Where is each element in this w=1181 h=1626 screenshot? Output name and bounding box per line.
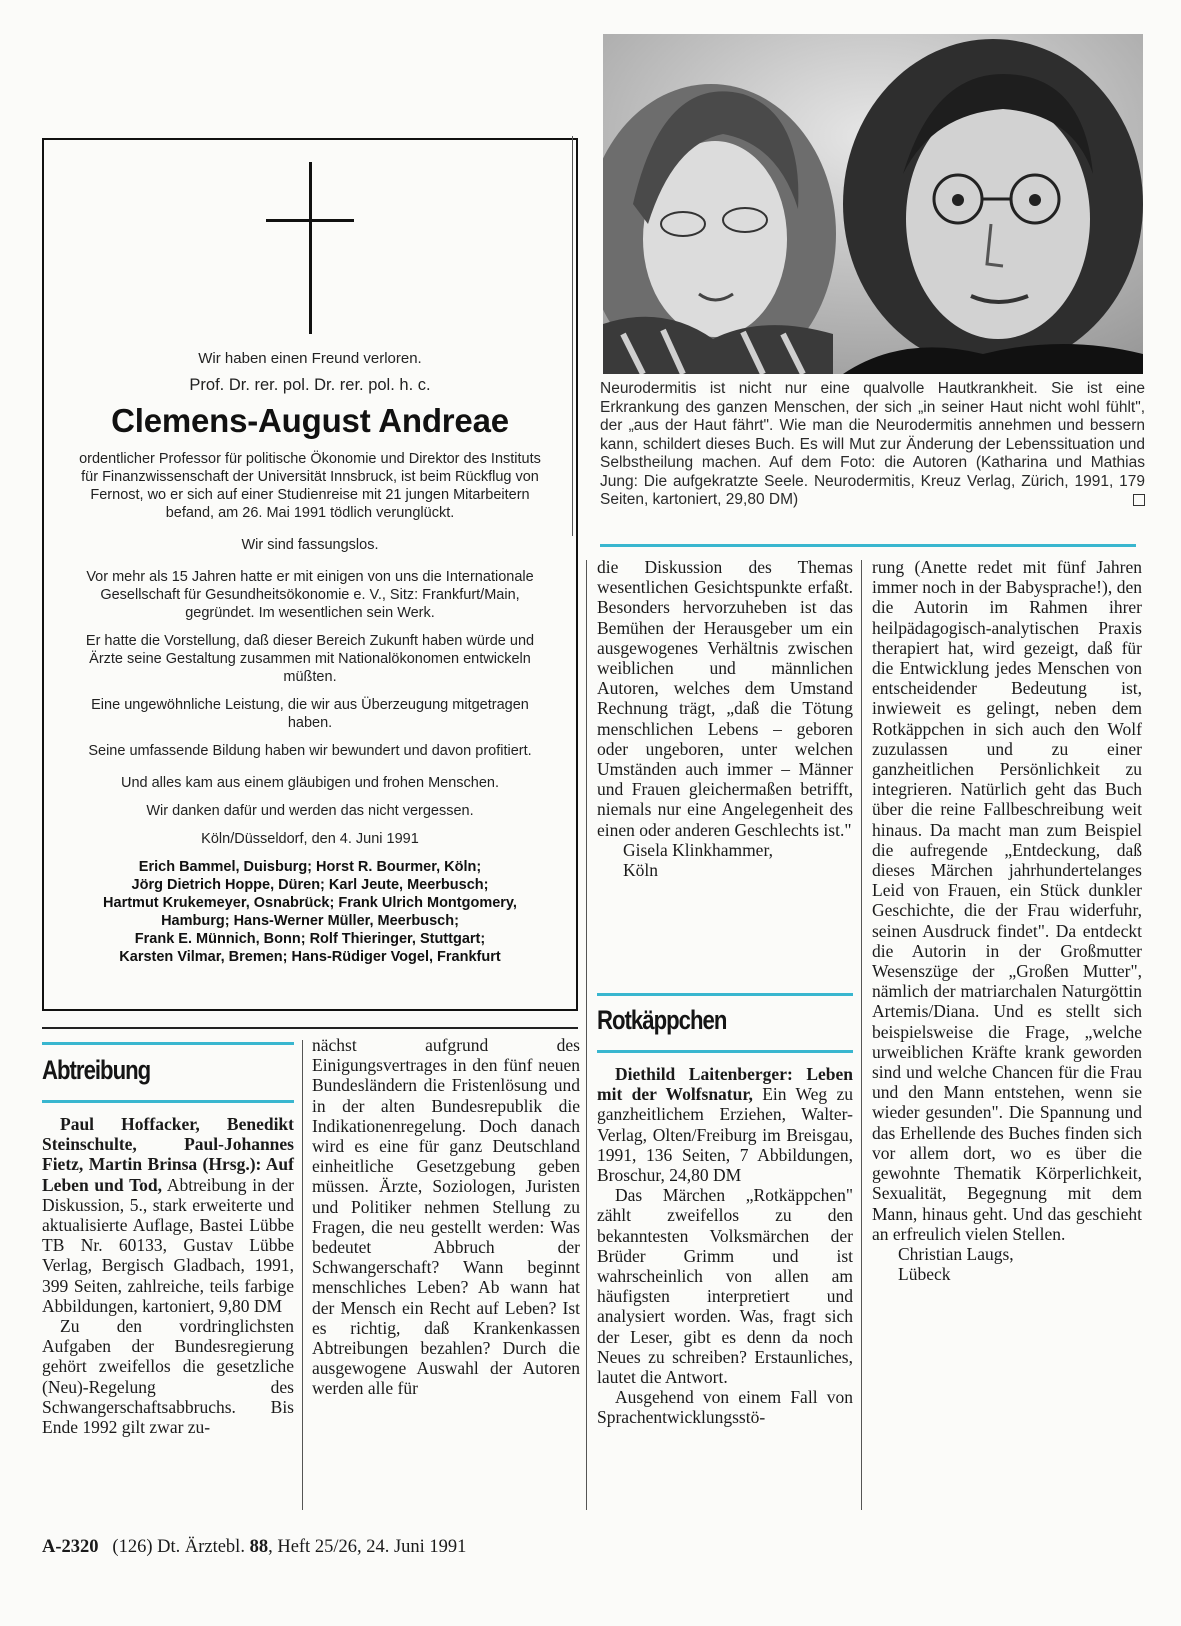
- authors-photo: [603, 34, 1143, 374]
- section-rule-top: [42, 1042, 294, 1045]
- column-rule: [586, 560, 587, 1510]
- signer-line: Hartmut Krukemeyer, Osnabrück; Frank Ulrich Montgomery,: [103, 895, 517, 911]
- rotkaeppchen-column-1: [597, 1064, 853, 1428]
- rotkaeppchen-text-2: Ausgehend von einem Fall von Sprachentwicklungsstö-: [597, 1387, 853, 1428]
- rotkaeppchen-column-2: [872, 557, 1142, 1284]
- rotkaeppchen-bib-authors: Diethild Laitenberger: Leben mit der Wolfsnatur,: [597, 1064, 853, 1105]
- caption-divider: [600, 544, 1136, 547]
- section-divider: [42, 1027, 578, 1029]
- column-rule: [572, 136, 573, 536]
- abtreibung-bibliography: [42, 1114, 294, 1316]
- obituary-paragraph-1: Vor mehr als 15 Jahren hatte er mit einigen von uns die Internationale Gesellschaft für Gesundheitsökonomie e. V., Sitz: Frankfurt/Main, gegründet. Im wesentlichen sein Werk.: [86, 569, 534, 621]
- abtreibung-author: Gisela Klinkhammer,: [623, 839, 773, 860]
- abtreibung-text-2: nächst aufgrund des Einigungsvertrages in den fünf neuen Bundesländern die Fristenlösung und in der alten Bundesrepublik die Indikationenregelung. Doch danach wird es eine für ganz Deutschland einheitliche Gesetzgebung geben müssen. Ärzte, Soziologen, Juristen und Politiker nehmen Stellung zu Fragen, die neu gestellt werden: Was bedeutet Abbruch der Schwangerschaft? Wann beginnt menschliches Leben? Ab wann hat der Mensch ein Recht auf Leben? Ist es richtig, daß Krankenkassen Abtreibungen bezahlen? Durch die ausgewogene Auswahl der Autoren werden alle für: [312, 1035, 580, 1399]
- rotkaeppchen-author: Christian Laugs,: [898, 1243, 1014, 1264]
- rotkaeppchen-text-3: rung (Anette redet mit fünf Jahren immer noch in der Babysprache!), den die Autorin im Rahmen ihrer heilpädagogisch-analytischen Praxis therapiert hat, wird gezeigt, daß für die Entwicklung jedes Menschen von entscheidender Bedeutung ist, inwieweit es gelingt, neben dem Rotkäppchen in sich auch den Wolf zuzulassen und zu einer ganzheitlichen Persönlichkeit zu integrieren. Natürlich geht das Buch über die reine Fallbeschreibung weit hinaus. Da macht man zum Beispiel die aufregende „Entdeckung, daß dieses Märchen jahrhundertelanges Leid von Frauen, ein Stück dunkler Geschichte, die der Frau widerfuhr, seinen Ausdruck findet". Da entdeckt die Autorin in der Großmutter Wesenszüge der „Großen Mutter", nämlich der matriarchalen Naturgöttin Artemis/Diana. Und es stellt sich beispielsweise die Frage, „welche urweiblichen Kräfte krank geworden sind und welche Chancen für die Frau und den Mann entstehen, wenn sie wieder gesunden". Die Spannung und das Erhellende des Buches finden sich vor allem dort, wo es über die gewohnte Thematik Körperlichkeit, Sexualität, Begegnung mit dem Mann, hinaus geht. Und das geschieht an erfreulich vielen Stellen.: [872, 557, 1142, 1244]
- obituary-titles: Prof. Dr. rer. pol. Dr. rer. pol. h. c.: [189, 376, 431, 394]
- abtreibung-text-3: die Diskussion des Themas wesentlichen Gesichtspunkte erfaßt. Besonders hervorzuheben ist das Bemühen der Herausgeber um ein ausgewogenes Verhältnis zwischen weiblichen und männlichen Autoren, welches dem Umstand Rechnung trägt, „daß die Tötung menschlichen Lebens – geboren oder ungeboren, unter welchen Umständen auch immer – Männer und Frauen gleichermaßen betrifft, niemals nur eine Angelegenheit des einen oder anderen Geschlechts ist.": [597, 557, 853, 840]
- photo-caption: [600, 380, 1145, 510]
- obituary-paragraph-2: Er hatte die Vorstellung, daß dieser Bereich Zukunft haben würde und Ärzte seine Gestaltung zusammen mit Nationalökonomen entwickeln müßten.: [85, 633, 535, 685]
- cross-icon: [68, 162, 552, 350]
- obituary-lost-friend: Wir haben einen Freund verloren.: [198, 350, 422, 367]
- abtreibung-bib-details: Abtreibung in der Diskussion, 5., stark erweiterte und aktualisierte Auflage, Bastei Lübbe TB Nr. 60133, Gustav Lübbe Verlag, Bergisch Gladbach, 1991, 399 Seiten, zahlreiche, teils farbige Abbildungen, kartoniert, 9,80 DM: [42, 1174, 295, 1316]
- obituary-paragraph-3: Eine ungewöhnliche Leistung, die wir aus Überzeugung mitgetragen haben.: [91, 697, 529, 731]
- signer-line: Karsten Vilmar, Bremen; Hans-Rüdiger Vogel, Frankfurt: [119, 949, 501, 965]
- abtreibung-text-1: Zu den vordringlichsten Aufgaben der Bundesregierung gehört zweifellos die gesetzliche (Neu)-Regelung des Schwangerschaftsabbruchs. Bis Ende 1992 gilt zwar zu-: [42, 1316, 294, 1438]
- abtreibung-city: Köln: [623, 860, 658, 881]
- abtreibung-column-3: [597, 557, 853, 880]
- page-footer: [42, 1537, 466, 1558]
- page-number: A-2320: [42, 1537, 99, 1557]
- rotkaeppchen-text-1: Das Märchen „Rotkäppchen" zählt zweifellos zu den bekanntesten Volksmärchen der Brüder Grimm und ist wahrscheinlich von allen am häufigsten interpretiert und analysiert worden. Was, fragt sich der Leser, gibt es denn da noch Neues zu schreiben? Erstaunliches, lautet die Antwort.: [597, 1185, 853, 1388]
- obituary-paragraph-4: Seine umfassende Bildung haben wir bewundert und davon profitiert.: [88, 743, 532, 759]
- footer-journal: (126) Dt. Ärztebl.: [112, 1537, 250, 1557]
- rotkaeppchen-bibliography: [597, 1064, 853, 1185]
- obituary-paragraph-5: Und alles kam aus einem gläubigen und frohen Menschen.: [120, 775, 500, 791]
- obituary-name: Clemens-August Andreae: [111, 402, 509, 439]
- end-square-icon: [1133, 494, 1145, 506]
- footer-volume: 88: [249, 1537, 269, 1557]
- signer-line: Jörg Dietrich Hoppe, Düren; Karl Jeute, Meerbusch;: [131, 877, 489, 893]
- rotkaeppchen-city: Lübeck: [898, 1264, 951, 1285]
- section-rule-bottom: [42, 1100, 294, 1103]
- rotkaeppchen-bib-details: Ein Weg zu ganzheitlichem Erziehen, Walter-Verlag, Olten/Freiburg im Breisgau, 1991, 136 Seiten, 7 Abbildungen, Broschur, 24,80 DM: [597, 1084, 853, 1186]
- signer-line: Frank E. Münnich, Bonn; Rolf Thieringer, Stuttgart;: [134, 931, 486, 947]
- column-rule: [302, 1040, 303, 1510]
- abtreibung-column-2: [312, 1035, 580, 1399]
- obituary-shock: Wir sind fassungslos.: [241, 537, 379, 553]
- obituary-place-date: Köln/Düsseldorf, den 4. Juni 1991: [201, 831, 419, 847]
- abtreibung-column-1: [42, 1114, 294, 1437]
- footer-issue: , Heft 25/26, 24. Juni 1991: [268, 1537, 467, 1557]
- column-rule: [861, 560, 862, 1510]
- obituary-description: ordentlicher Professor für politische Ökonomie und Direktor des Instituts für Finanzwissenschaft der Universität Innsbruck, ist beim Rückflug von Fernost, wo er sich auf einer Studienreise mit 21 jungen Mitarbeitern befand, am 26. Mai 1991 tödlich verunglückt.: [79, 451, 541, 521]
- signer-line: Erich Bammel, Duisburg; Horst R. Bourmer, Köln;: [138, 859, 482, 875]
- section-rule-top: [597, 993, 853, 996]
- section-title-rotkaeppchen: Rotkäppchen: [597, 1005, 727, 1035]
- photo-caption-text: Neurodermitis ist nicht nur eine qualvolle Hautkrankheit. Sie ist eine Erkrankung des ganzen Menschen, der sich „in seiner Haut nicht wohl fühlt", der „aus der Haut fährt". Wie man die Neurodermitis annehmen und bessern kann, schildert dieses Buch. Es will Mut zur Änderung der Lebenssituation und Selbstheilung machen. Auf dem Foto: die Autoren (Katharina und Mathias Jung: Die aufgekratzte Seele. Neurodermitis, Kreuz Verlag, Zürich, 1991, 179 Seiten, kartoniert, 29,80 DM): [600, 380, 1145, 508]
- obituary-signers: [68, 858, 552, 966]
- section-rule-bottom: [597, 1050, 853, 1053]
- abtreibung-bib-authors: Paul Hoffacker, Benedikt Steinschulte, Paul-Johannes Fietz, Martin Brinsa (Hrsg.): Auf Leben und Tod,: [42, 1114, 294, 1195]
- section-title-abtreibung: Abtreibung: [42, 1055, 151, 1085]
- obituary-box: [42, 138, 578, 1011]
- signer-line: Hamburg; Hans-Werner Müller, Meerbusch;: [161, 913, 459, 929]
- obituary-paragraph-6: Wir danken dafür und werden das nicht vergessen.: [146, 803, 474, 819]
